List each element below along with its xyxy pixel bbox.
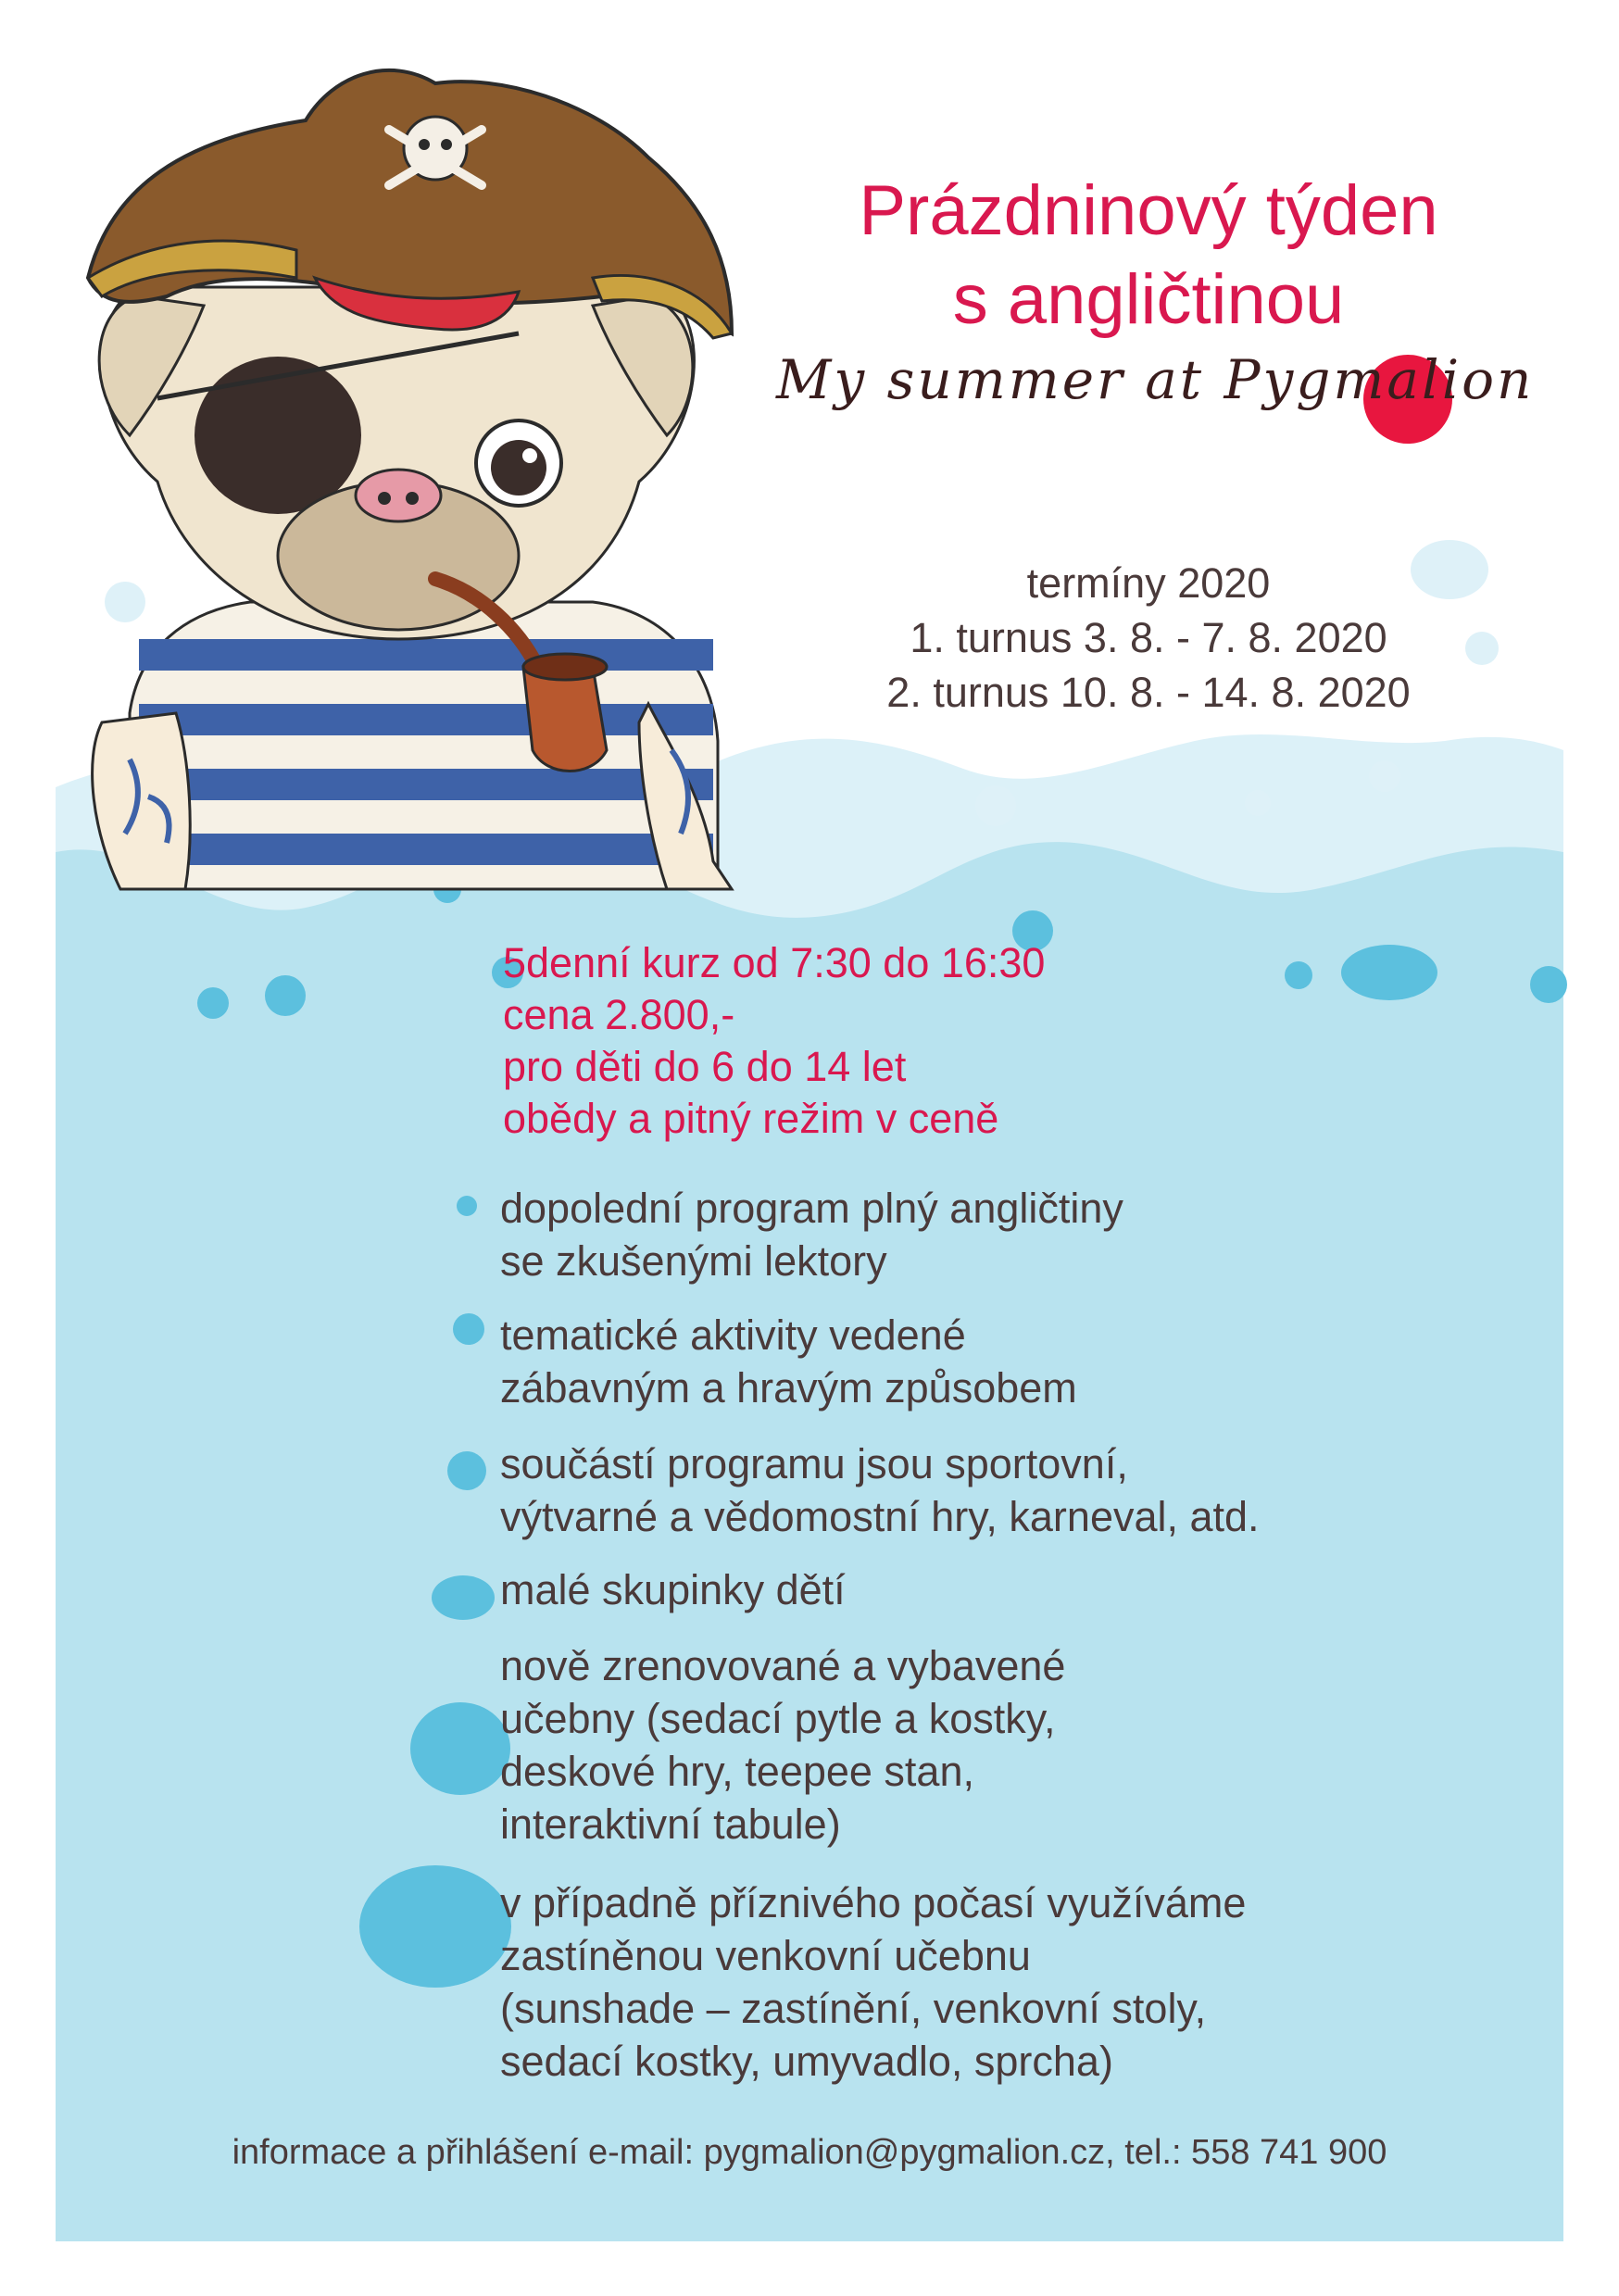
feature-line: součástí programu jsou sportovní,: [500, 1440, 1128, 1487]
course-price: cena 2.800,-: [503, 991, 735, 1038]
feature-line: deskové hry, teepee stan,: [500, 1748, 974, 1795]
dates-heading: termíny 2020: [1026, 559, 1271, 607]
feature-line: zastíněnou venkovní učebnu: [500, 1932, 1031, 1979]
striped-shirt: [130, 602, 718, 889]
course-duration: 5denní kurz od 7:30 do 16:30: [503, 939, 1046, 986]
dates-turnus-1: 1. turnus 3. 8. - 7. 8. 2020: [910, 614, 1387, 661]
course-meals: obědy a pitný režim v ceně: [503, 1095, 999, 1142]
feature-line: zábavným a hravým způsobem: [500, 1364, 1077, 1411]
contact-footer: informace a přihlášení e-mail: pygmalion@pygmalion.cz, tel.: 558 741 900: [232, 2133, 1387, 2172]
feature-line: interaktivní tabule): [500, 1800, 841, 1848]
feature-item: [500, 1563, 1426, 1616]
feature-line: malé skupinky dětí: [500, 1566, 846, 1613]
feature-item: [500, 1309, 1426, 1414]
title-line-1: Prázdninový týden: [859, 171, 1438, 250]
feature-line: učebny (sedací pytle a kostky,: [500, 1695, 1056, 1742]
feature-item: [500, 1876, 1426, 2088]
feature-line: výtvarné a vědomostní hry, karneval, atd.: [500, 1493, 1260, 1540]
feature-line: v případně příznivého počasí využíváme: [500, 1879, 1247, 1926]
feature-line: dopolední program plný angličtiny: [500, 1185, 1123, 1232]
feature-line: se zkušenými lektory: [500, 1237, 887, 1285]
feature-item: [500, 1639, 1426, 1851]
feature-line: nově zrenovované a vybavené: [500, 1642, 1066, 1689]
feature-line: (sunshade – zastínění, venkovní stoly,: [500, 1985, 1207, 2032]
feature-line: sedací kostky, umyvadlo, sprcha): [500, 2038, 1113, 2085]
course-age: pro děti do 6 do 14 let: [503, 1043, 907, 1090]
dates-turnus-2: 2. turnus 10. 8. - 14. 8. 2020: [886, 669, 1411, 716]
feature-line: tematické aktivity vedené: [500, 1311, 966, 1359]
title-line-2: s angličtinou: [952, 260, 1345, 339]
pug-head: [99, 287, 694, 639]
feature-item: [500, 1182, 1426, 1287]
brand-script: My summer at Pygmalion: [776, 348, 1535, 411]
feature-item: [500, 1437, 1426, 1543]
left-arm: [93, 713, 191, 889]
